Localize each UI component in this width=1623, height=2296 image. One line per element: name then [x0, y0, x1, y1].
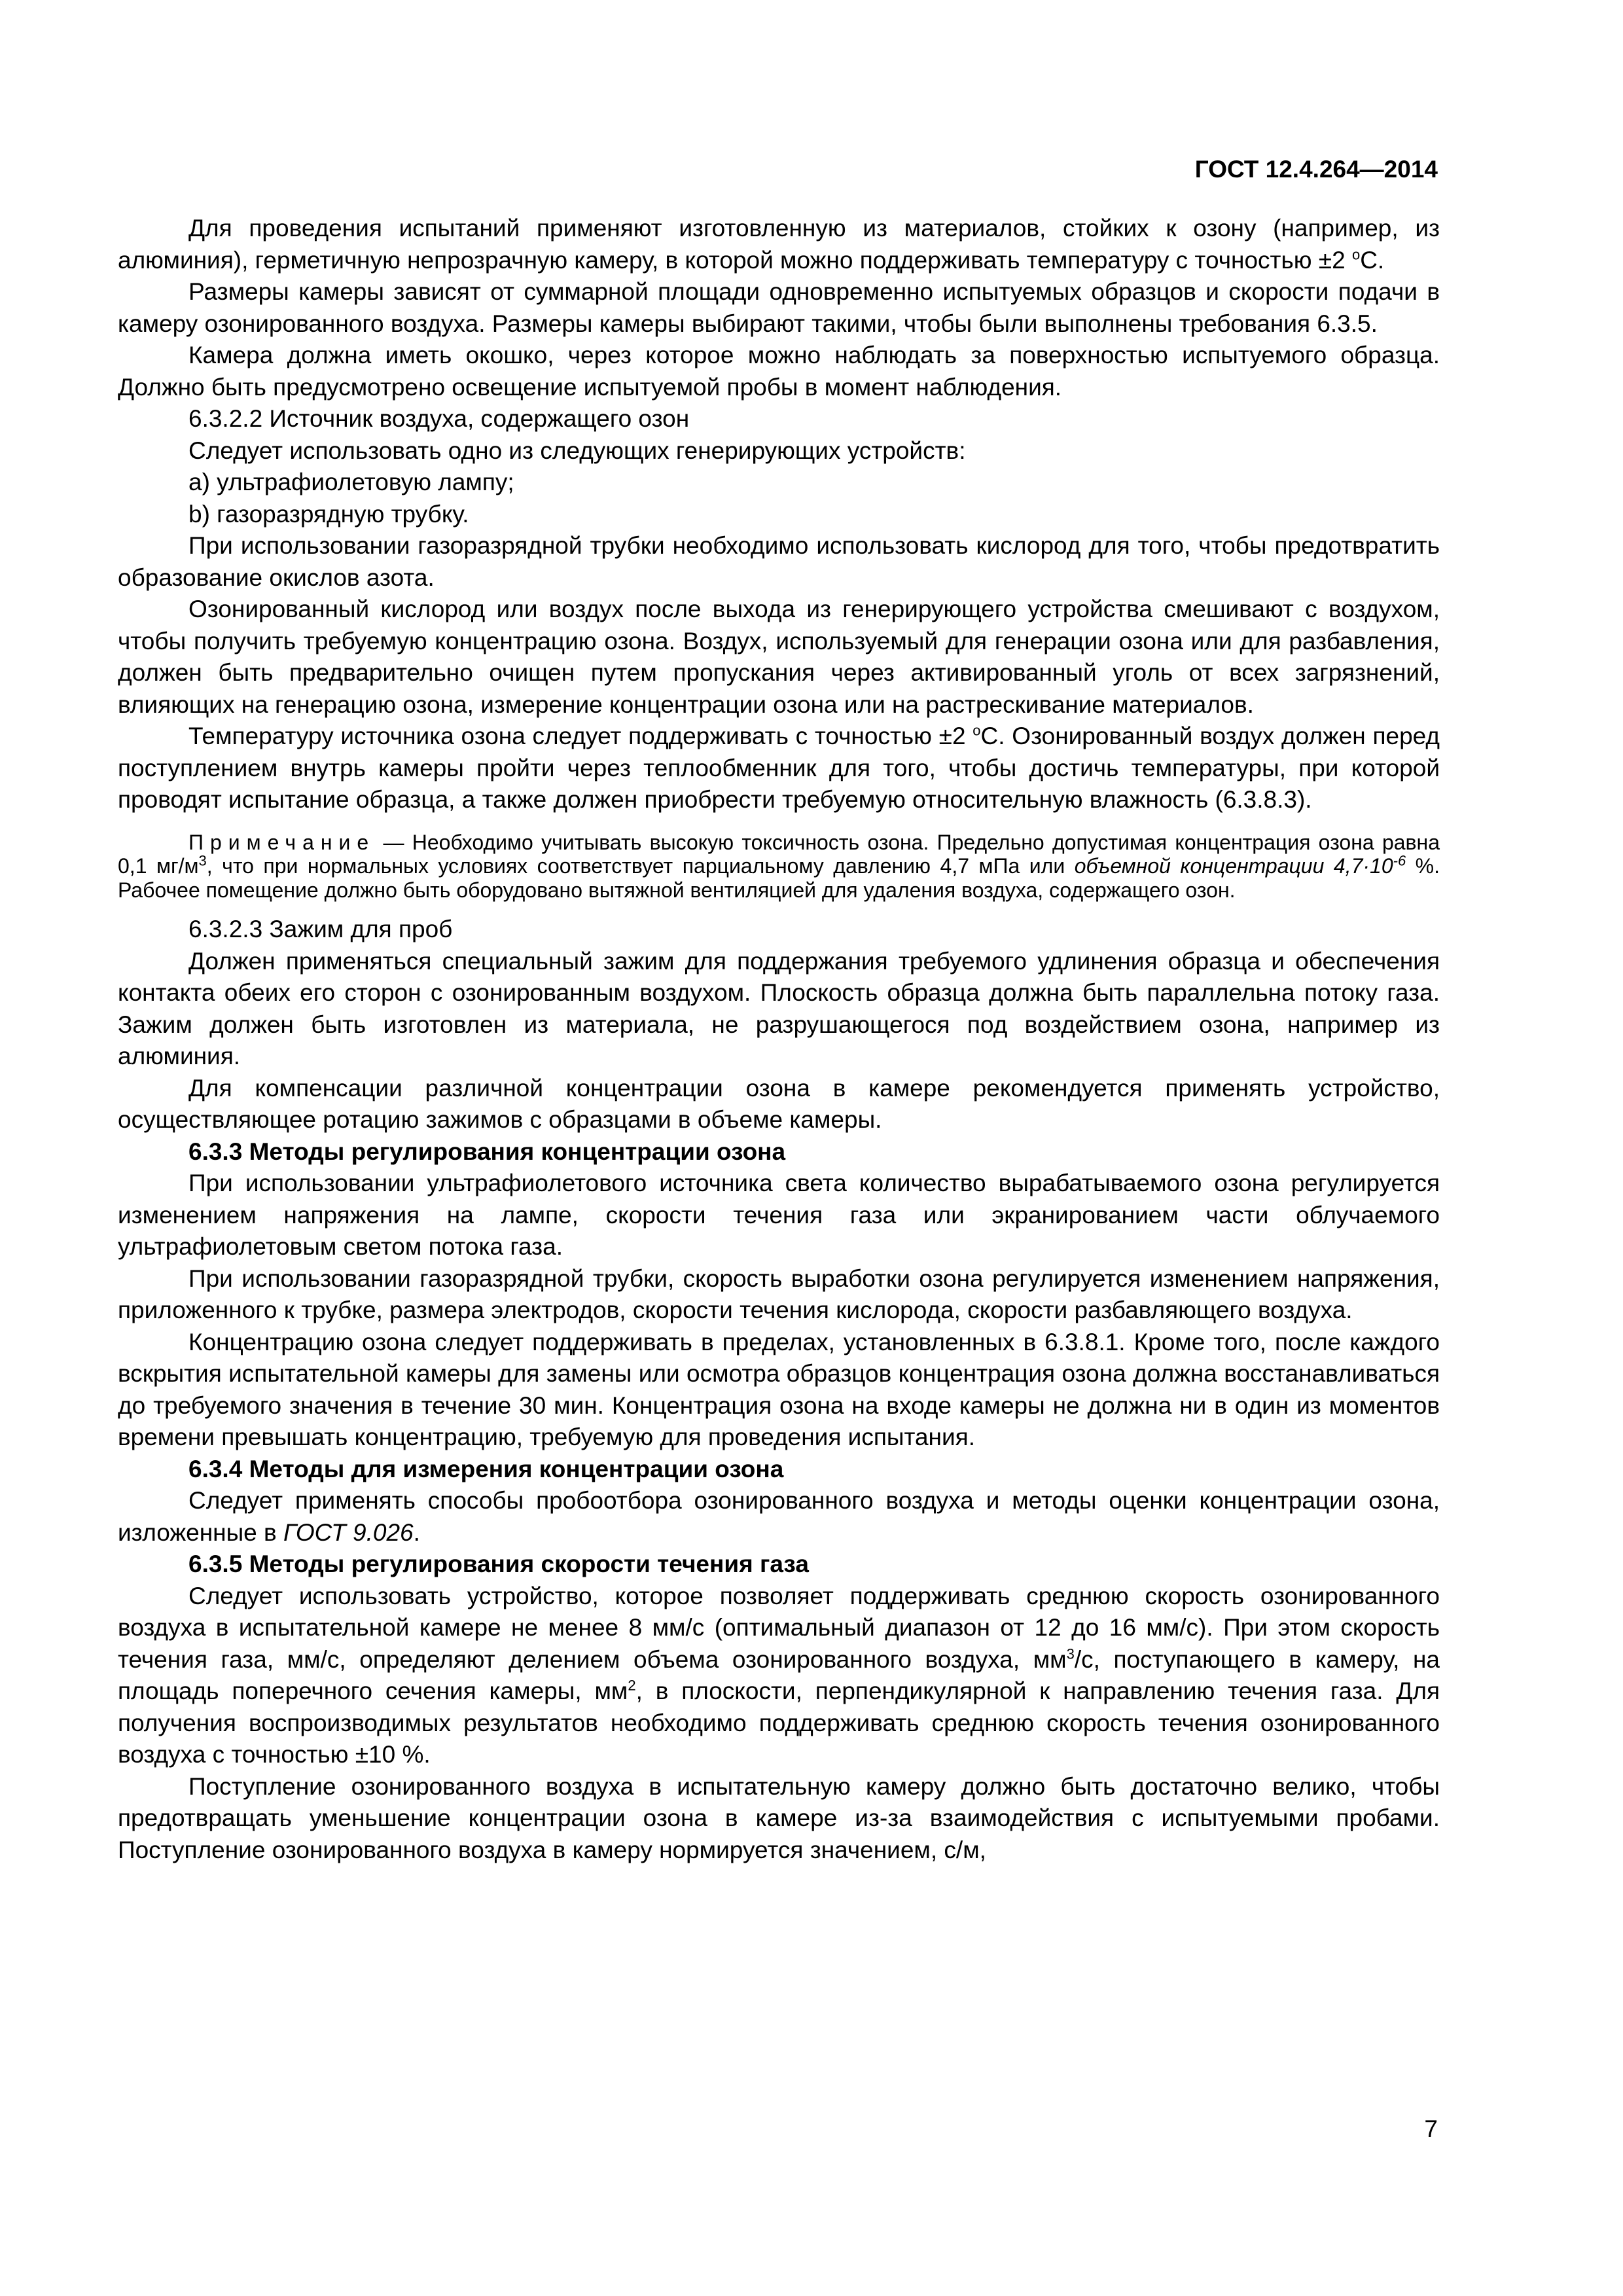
- paragraph: Озонированный кислород или воздух после выхода из генерирующего устройства смешивают с воздухом, чтобы получить требуемую концентрацию озона. Воздух, используемый для генерации озона или для разбавления, должен быть предварительно очищен путем пропускания через активированный уголь от всех загрязнений, влияющих на генерацию озона, измерение концентрации озона или на растрескивание материалов.: [118, 596, 1440, 718]
- note: Примечание — Необходимо учитывать высокую токсичность озона. Предельно допустимая концентрация озона равна 0,1 $мг/м^3$, что при нормальных условиях соответствует парциальному давлению 4,7 мПа или объемной концентрации $4,7\cdot 10^{-6}$ %. Рабочее помещение должно быть оборудовано вытяжной вентиляцией для удаления воздуха, содержащего озон.: [118, 830, 1440, 902]
- paragraph: Должен применяться специальный зажим для поддержания требуемого удлинения образца и обеспечения контакта обеих его сторон с озонированным воздухом. Плоскость образца должна быть параллельна потоку газа. Зажим должен быть изготовлен из материала, не разрушающегося под воздействием озона, например из алюминия.: [118, 947, 1440, 1069]
- paragraph: При использовании газоразрядной трубки, скорость выработки озона регулируется изменением напряжения, приложенного к трубке, размера электродов, скорости течения кислорода, скорости разбавляющего воздуха.: [118, 1265, 1440, 1323]
- paragraph: Камера должна иметь окошко, через которое можно наблюдать за поверхностью испытуемого образца. Должно быть предусмотрено освещение испытуемой пробы в момент наблюдения.: [118, 342, 1440, 401]
- section-heading-6-3-3: 6.3.3 Методы регулирования концентрации озона: [188, 1138, 786, 1165]
- paragraph: При использовании ультрафиолетового источника света количество вырабатываемого озона регулируется изменением напряжения на лампе, скорости течения газа или экранированием части облучаемого ультрафиолетовым светом потока газа.: [118, 1170, 1440, 1260]
- standard-reference: ГОСТ 9.026: [283, 1518, 414, 1546]
- paragraph-chamber: Для проведения испытаний применяют изготовленную из материалов, стойких к озону (например, из алюминия), герметичную непрозрачную камеру, в которой можно поддерживать температуру с точностью ±2 $^о$С.: [118, 215, 1440, 274]
- paragraph: Размеры камеры зависят от суммарной площади одновременно испытуемых образцов и скорости подачи в камеру озонированного воздуха. Размеры камеры выбирают такими, чтобы были выполнены требования 6.3.5.: [118, 278, 1440, 337]
- section-heading-6-3-5: 6.3.5 Методы регулирования скорости течения газа: [188, 1551, 809, 1577]
- subsection-heading: 6.3.2.2 Источник воздуха, содержащего озон: [188, 405, 690, 432]
- paragraph: При использовании газоразрядной трубки необходимо использовать кислород для того, чтобы предотвратить образование окислов азота.: [118, 532, 1440, 591]
- paragraph-6-3-5: Следует использовать устройство, которое позволяет поддерживать среднюю скорость озонированного воздуха в испытательной камере не менее 8 мм/с (оптимальный диапазон от 12 до 16 мм/с). При этом скорость течения газа, мм/с, определяют делением объема озонированного воздуха, $мм^3/с$, поступающего в камеру, на площадь поперечного сечения камеры, $мм^2$, в плоскости, перпендикулярной к направлению течения газа. Для получения воспроизводимых результатов необходимо поддерживать среднюю скорость течения озонированного воздуха с точностью ±10 %.: [118, 1582, 1440, 1768]
- note-label: Примечание: [188, 830, 376, 854]
- document-header: ГОСТ 12.4.264—2014: [1194, 156, 1438, 183]
- paragraph: Для компенсации различной концентрации озона в камере рекомендуется применять устройство, осуществляющее ротацию зажимов с образцами в объеме камеры.: [118, 1074, 1440, 1133]
- paragraph: Следует использовать одно из следующих генерирующих устройств:: [188, 437, 966, 464]
- paragraph-6-3-4: Следует применять способы пробоотбора озонированного воздуха и методы оценки концентрации озона, изложенные в ГОСТ 9.026.: [118, 1487, 1440, 1546]
- paragraph: Поступление озонированного воздуха в испытательную камеру должно быть достаточно велико, чтобы предотвращать уменьшение концентрации озона в камере из-за взаимодействия с испытуемыми пробами. Поступление озонированного воздуха в камеру нормируется значением, с/м,: [118, 1772, 1440, 1863]
- paragraph-temperature: Температуру источника озона следует поддерживать с точностью ±2 $^о$С. Озонированный воздух должен перед поступлением внутрь камеры пройти через теплообменник для того, чтобы достичь температуры, при которой проводят испытание образца, а также должен приобрести требуемую относительную влажность (6.3.8.3).: [118, 722, 1440, 813]
- section-heading-6-3-4: 6.3.4 Методы для измерения концентрации озона: [188, 1455, 784, 1482]
- subsection-heading: 6.3.2.3 Зажим для проб: [188, 916, 453, 942]
- page-number: 7: [1424, 2115, 1438, 2142]
- body-text: [118, 213, 1440, 1866]
- paragraph: Концентрацию озона следует поддерживать в пределах, установленных в 6.3.8.1. Кроме того, после каждого вскрытия испытательной камеры для замены или осмотра образцов концентрация озона должна восстанавливаться до требуемого значения в течение 30 мин. Концентрация озона на входе камеры не должна ни в один из моментов времени превышать концентрацию, требуемую для проведения испытания.: [118, 1328, 1440, 1450]
- list-item: b) газоразрядную трубку.: [188, 500, 469, 528]
- list-item: a) ультрафиолетовую лампу;: [188, 469, 514, 495]
